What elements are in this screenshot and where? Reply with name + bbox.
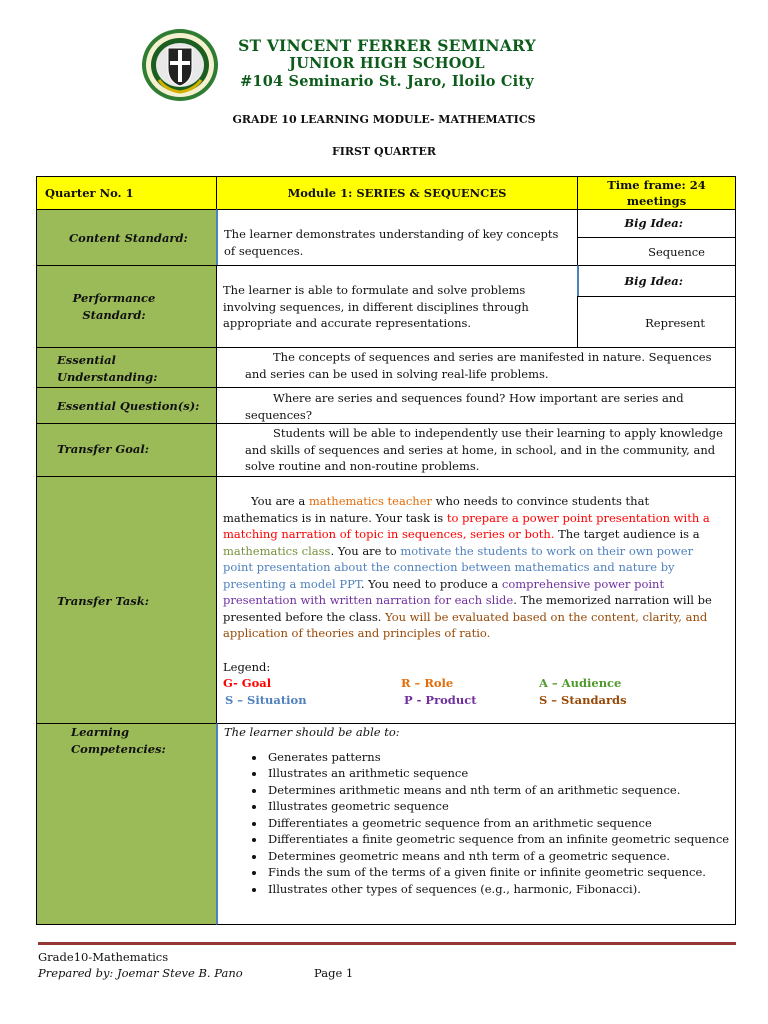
timeframe-cell [577,176,736,210]
tg-label: Transfer Goal: [57,442,149,456]
performance-standard-text: The learner is able to formulate and solve problems involving sequences, in different disciplines through appropriate and accurate representations. [223,283,529,330]
big-idea-cell-1 [577,209,736,238]
eq-label: Essential Question(s): [57,399,200,413]
footer-page: Page 1 [314,966,354,980]
competency-list [218,749,735,898]
big-idea-value-1: Sequence [648,245,705,259]
tt-p2: who needs to convince students that mathematics is in nature. Your task is [223,494,650,525]
lc-cell [216,723,736,925]
big-idea-value-2: Represent [645,316,705,330]
list-item: • Illustrates geometric sequence [266,798,735,815]
legend-role: R – Role [401,676,454,690]
eu-cell [216,347,736,388]
tt-p3: The target audience is a [554,527,700,541]
tt-p5: . You need to produce a [360,576,502,591]
big-idea-label-2: Big Idea: [624,274,683,288]
content-standard-text: The learner demonstrates understanding of key concepts of sequences. [224,227,559,258]
big-idea-cell-2 [577,265,736,297]
list-item: • Determines geometric means and nth term of a geometric sequence. [266,848,735,865]
lc-label-cell [36,723,217,925]
tt-p4: . You are to [330,543,401,558]
content-standard-label: Content Standard: [69,231,188,245]
performance-standard-label: Performance Standard: [72,291,156,322]
tt-label-cell [36,476,217,724]
tt-goal: to prepare a power point presentation with a matching narration of topic in sequences, series or both. [223,510,710,541]
tg-cell [216,423,736,477]
school-seal-logo [141,28,219,102]
quarter-label: Quarter No. 1 [45,186,134,200]
performance-standard-label-cell [36,265,217,348]
school-subtitle: JUNIOR HIGH SCHOOL [289,55,485,72]
list-item: • Illustrates an arithmetic sequence [266,765,735,782]
eq-label-cell [36,387,217,424]
lc-intro: The learner should be able to: [224,725,400,739]
list-item: • Differentiates a finite geometric sequence from an infinite geometric sequence [266,831,735,848]
quarter-title: FIRST QUARTER [331,145,437,158]
big-idea-value-cell-2 [577,296,736,348]
tt-audience: mathematics class [223,543,331,558]
performance-standard-cell [216,265,578,348]
module-title: GRADE 10 LEARNING MODULE- MATHEMATICS [232,113,536,126]
legend-goal: G- Goal [223,676,272,690]
list-item: • Generates patterns [266,749,735,766]
tg-label-cell [36,423,217,477]
legend-standards: S – Standards [539,693,627,707]
school-header [232,37,542,91]
footer-rule [38,942,736,945]
eq-text: Where are series and sequences found? How important are series and sequences? [245,391,684,422]
school-address: #104 Seminario St. Jaro, Iloilo City [240,73,534,90]
transfer-task-cell [216,476,736,724]
eq-cell [216,387,736,424]
list-item: • Determines arithmetic means and nth term of an arithmetic sequence. [266,782,735,799]
list-item: • Illustrates other types of sequences (e.g., harmonic, Fibonacci). [266,881,735,898]
footer-subject: Grade10-Mathematics [38,950,169,964]
eu-label: Essential Understanding: [57,353,158,384]
list-item: • Differentiates a geometric sequence from an arithmetic sequence [266,815,735,832]
footer-prepared: Prepared by: Joemar Steve B. Pano [38,966,243,980]
legend-situation: S – Situation [225,693,307,707]
transfer-task-text [217,477,735,642]
tt-situation: motivate the students to work on their own power point presentation about the connection between mathematics and nature by presenting a model PPT [223,543,694,591]
module-label: Module 1: SERIES & SEQUENCES [287,186,507,200]
tt-standards: You will be evaluated based on the content, clarity, and application of theories and principles of ratio. [223,609,708,640]
tt-role: mathematics teacher [308,494,432,508]
tt-p6: . The memorized narration will be presented before the class. [223,593,712,624]
timeframe-label: Time frame: 24 meetings [607,178,706,208]
eu-text: The concepts of sequences and series are manifested in nature. Sequences and series can be used in solving real-life problems. [245,350,712,381]
content-standard-cell [216,209,578,266]
tt-label: Transfer Task: [57,594,149,608]
quarter-cell [36,176,217,210]
legend-label: Legend: [223,660,271,674]
content-standard-label-cell [36,209,217,266]
big-idea-label-1: Big Idea: [624,216,683,230]
eu-label-cell [36,347,217,388]
list-item: • Finds the sum of the terms of a given finite or infinite geometric sequence. [266,864,735,881]
school-name: ST VINCENT FERRER SEMINARY [238,36,536,55]
tt-p1: You are a [251,494,309,508]
module-table [36,176,736,925]
tg-text: Students will be able to independently use their learning to apply knowledge and skills of sequences and series at home, in school, and in the community, and solve routine and non-routine problems. [245,426,723,473]
lc-label: Learning Competencies: [71,725,166,756]
tt-product: comprehensive power point presentation with written narration for each slide [223,576,665,607]
big-idea-value-cell-1 [577,237,736,266]
legend-product: P - Product [404,693,477,707]
module-cell [216,176,578,210]
legend-audience: A – Audience [539,676,622,690]
